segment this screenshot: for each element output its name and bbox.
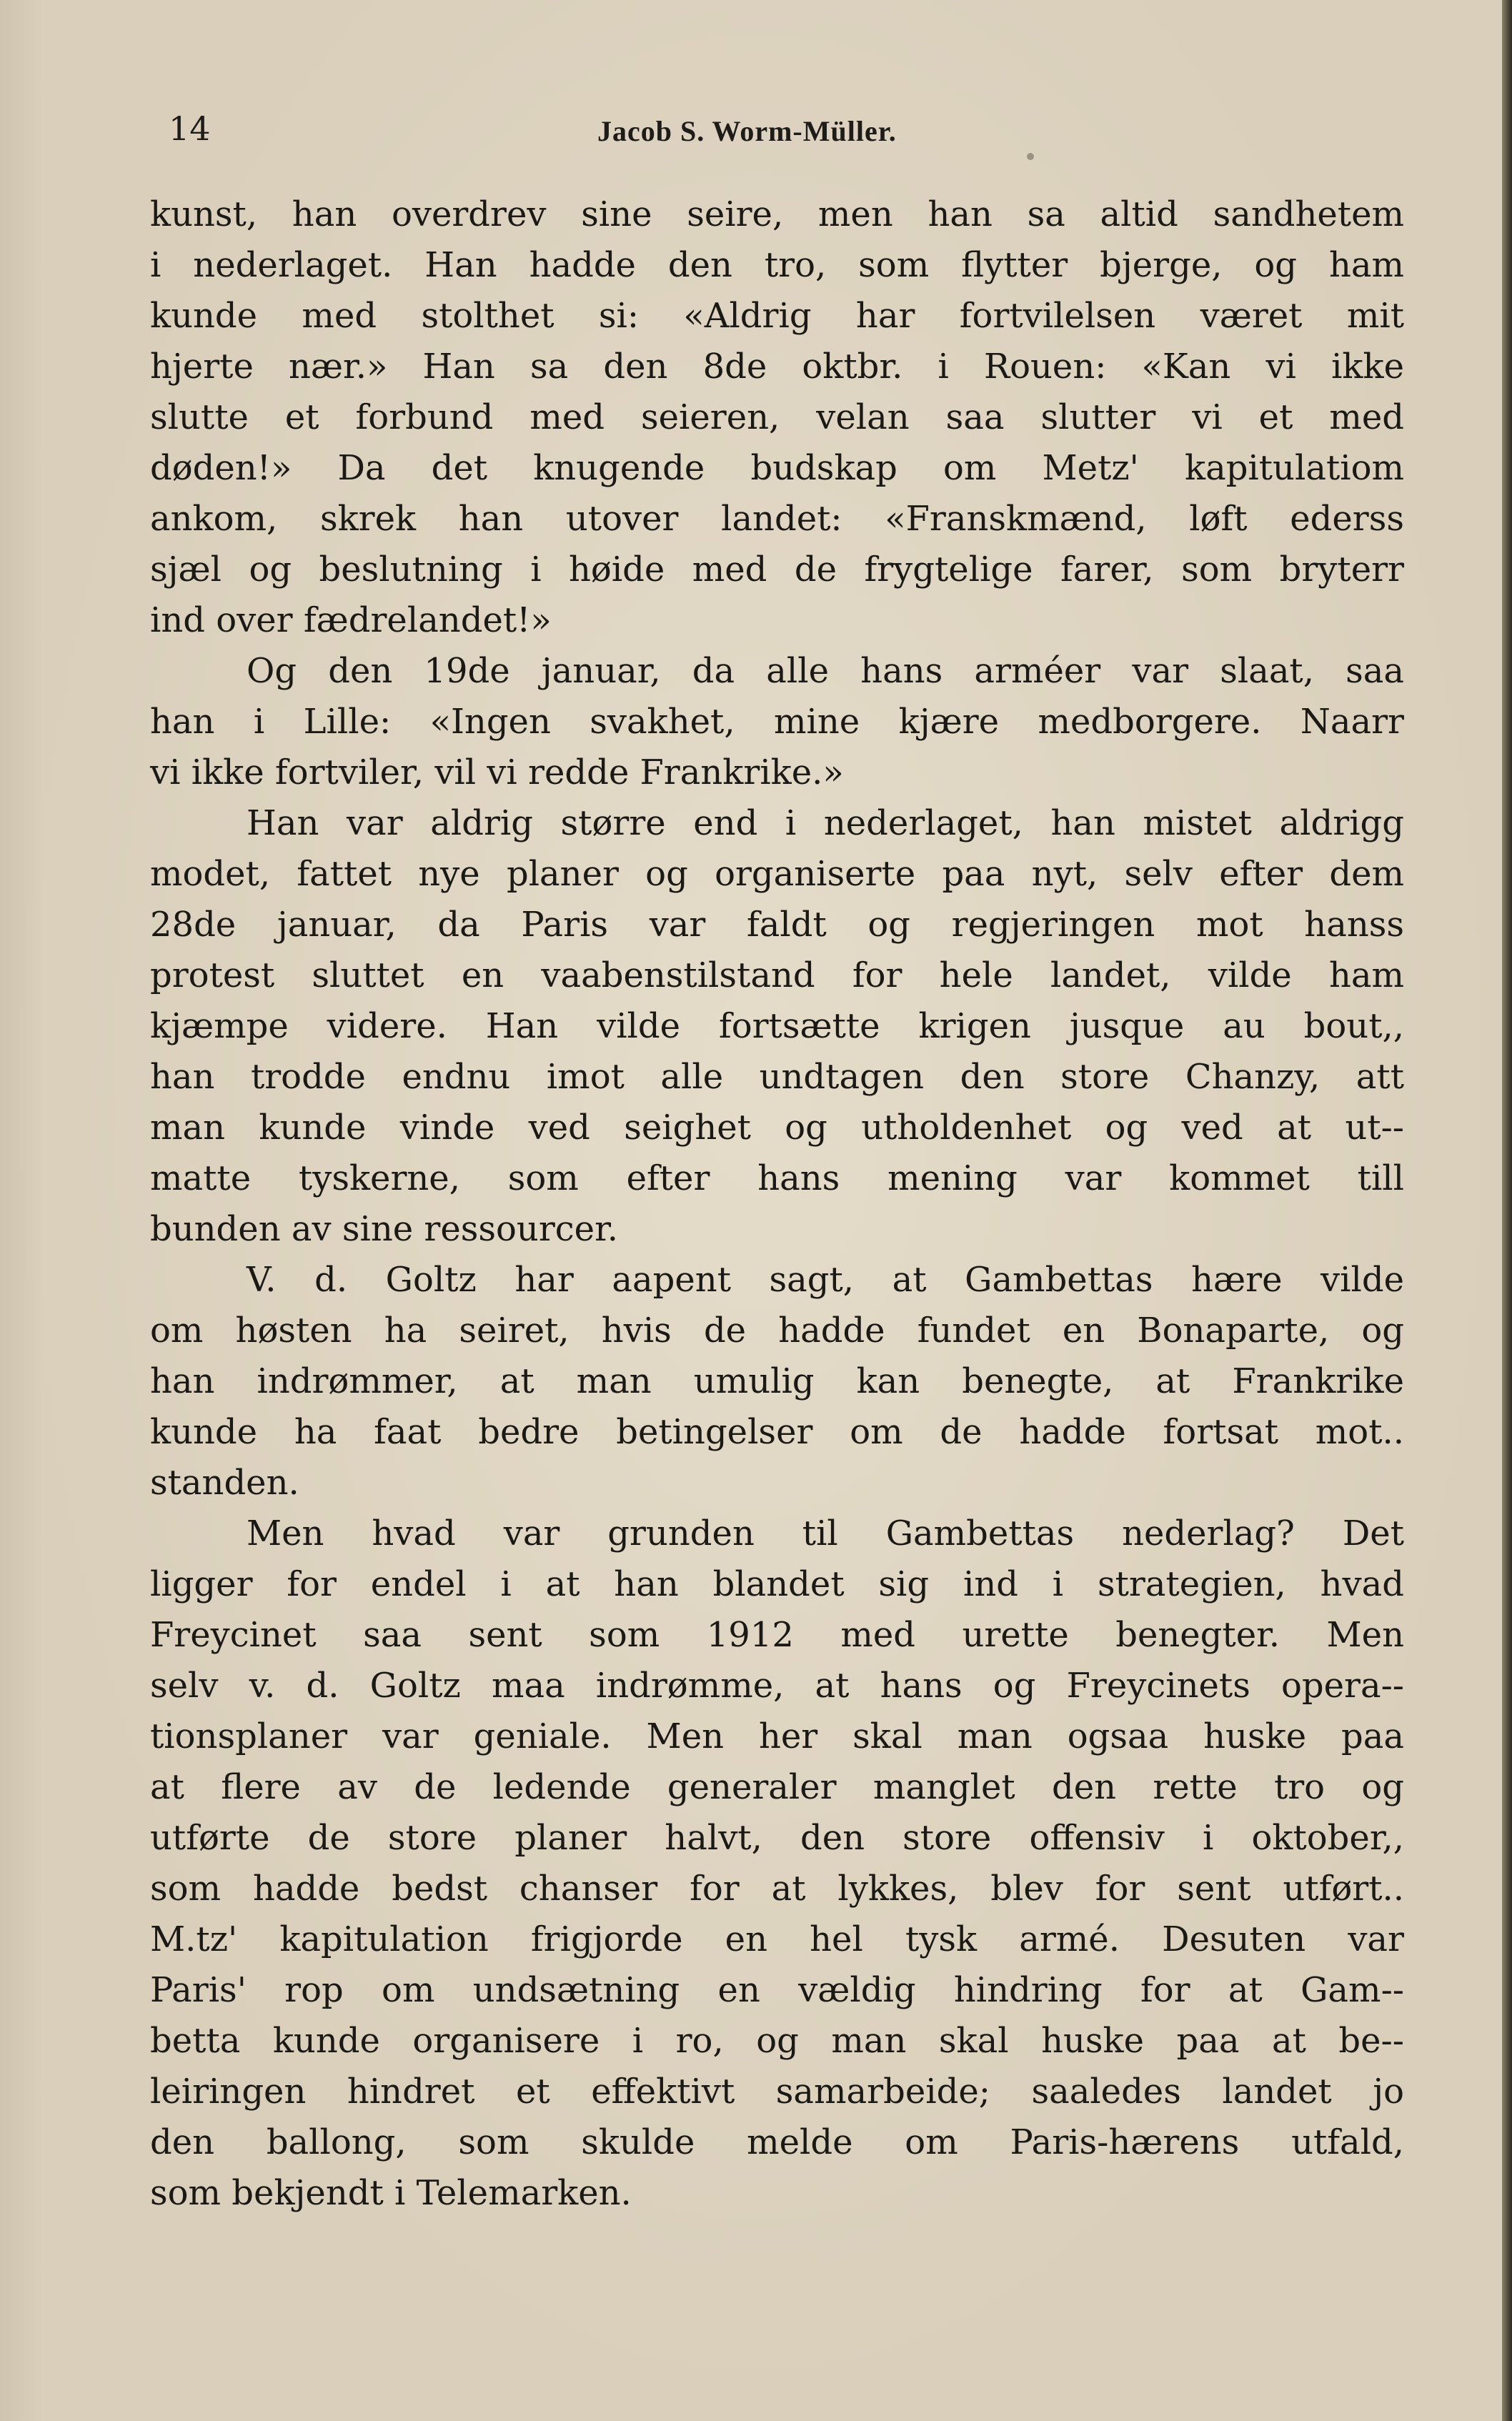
text-line: hjerte nær.» Han sa den 8de oktbr. i Rouen: «Kan vi ikke (150, 347, 1404, 387)
text-line: Men hvad var grunden til Gambettas nederlag? Det (247, 1513, 1404, 1553)
text-line: ind over fædrelandet!» (150, 600, 552, 640)
text-line: vi ikke fortviler, vil vi redde Frankrike.» (150, 752, 844, 792)
text-line: ligger for endel i at han blandet sig ind i strategien, hvad (150, 1564, 1404, 1604)
text-line: sjæl og beslutning i høide med de frygtelige farer, som bryterr (150, 550, 1404, 590)
page-edge-shadow (1502, 0, 1512, 2421)
text-line: han trodde endnu imot alle undtagen den store Chanzy, att (150, 1057, 1404, 1097)
text-line: bunden av sine ressourcer. (150, 1209, 619, 1249)
text-line: Paris' rop om undsætning en vældig hindring for at Gam-- (150, 1970, 1404, 2010)
text-line: kjæmpe videre. Han vilde fortsætte krigen jusque au bout,, (150, 1006, 1404, 1046)
text-line: i nederlaget. Han hadde den tro, som flytter bjerge, og ham (150, 245, 1404, 285)
text-line: modet, fattet nye planer og organiserte paa nyt, selv efter dem (150, 854, 1404, 894)
page-number: 14 (169, 109, 211, 148)
text-line: M.tz' kapitulation frigjorde en hel tysk armé. Desuten var (150, 1919, 1404, 1959)
text-line: den ballong, som skulde melde om Paris-hærens utfald, (150, 2122, 1404, 2162)
body-text (150, 189, 1404, 2219)
text-line: slutte et forbund med seieren, velan saa slutter vi et med (150, 397, 1404, 437)
text-line: kunde ha faat bedre betingelser om de hadde fortsat mot.. (150, 1412, 1404, 1452)
page-header (169, 107, 1383, 157)
text-line: utførte de store planer halvt, den store offensiv i oktober,, (150, 1818, 1404, 1858)
text-line: tionsplaner var geniale. Men her skal man ogsaa huske paa (150, 1716, 1404, 1756)
text-line: ankom, skrek han utover landet: «Franskmænd, løft ederss (150, 499, 1404, 539)
text-line: Han var aldrig større end i nederlaget, han mistet aldrigg (247, 803, 1404, 843)
text-line: man kunde vinde ved seighet og utholdenhet og ved at ut-- (150, 1108, 1404, 1148)
text-line: døden!» Da det knugende budskap om Metz' kapitulatiom (150, 448, 1404, 488)
text-line: om høsten ha seiret, hvis de hadde fundet en Bonaparte, og (150, 1311, 1404, 1351)
text-line: 28de januar, da Paris var faldt og regjeringen mot hanss (150, 905, 1404, 945)
text-line: standen. (150, 1463, 299, 1503)
text-line: han i Lille: «Ingen svakhet, mine kjære medborgere. Naarr (150, 702, 1404, 742)
text-line: protest sluttet en vaabenstilstand for hele landet, vilde ham (150, 955, 1404, 995)
text-line: kunst, han overdrev sine seire, men han sa altid sandhetem (150, 194, 1404, 234)
text-line: matte tyskerne, som efter hans mening var kommet till (150, 1158, 1404, 1198)
text-line: at flere av de ledende generaler manglet den rette tro og (150, 1767, 1404, 1807)
text-line: kunde med stolthet si: «Aldrig har fortvilelsen været mit (150, 296, 1404, 336)
running-head: Jacob S. Worm-Müller. (597, 115, 897, 147)
text-line: V. d. Goltz har aapent sagt, at Gambettas hære vilde (247, 1260, 1404, 1300)
text-line: han indrømmer, at man umulig kan benegte, at Frankrike (150, 1361, 1404, 1401)
text-line: Freycinet saa sent som 1912 med urette benegter. Men (150, 1615, 1404, 1655)
text-line: betta kunde organisere i ro, og man skal huske paa at be-- (150, 2021, 1404, 2061)
text-line: som bekjendt i Telemarken. (150, 2173, 632, 2213)
text-line: selv v. d. Goltz maa indrømme, at hans og Freycinets opera-- (150, 1666, 1404, 1706)
text-line: som hadde bedst chanser for at lykkes, blev for sent utført.. (150, 1869, 1404, 1909)
text-line: Og den 19de januar, da alle hans arméer var slaat, saa (247, 651, 1404, 691)
text-line: leiringen hindret et effektivt samarbeide; saaledes landet jo (150, 2072, 1404, 2112)
